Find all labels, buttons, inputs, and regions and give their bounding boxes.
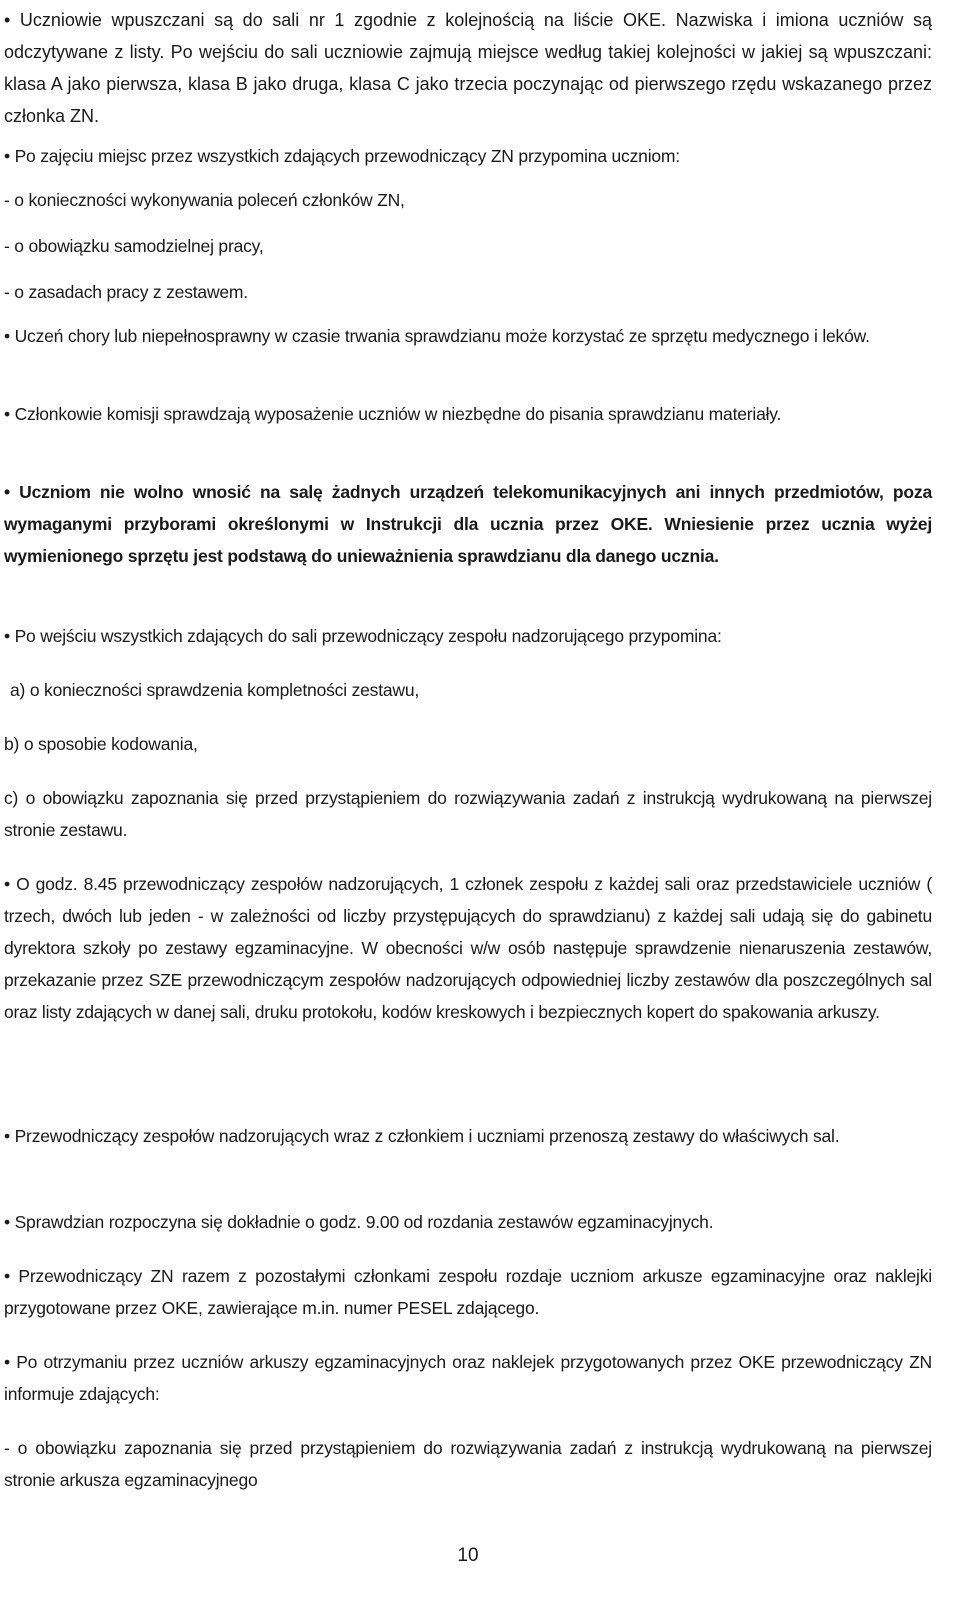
paragraph-chair-reminds-students: • Po zajęciu miejsc przez wszystkich zdających przewodniczący ZN przypomina uczniom: xyxy=(4,146,680,166)
paragraph-start-time: • Sprawdzian rozpoczyna się dokładnie o godz. 9.00 od rozdania zestawów egzaminacyjnych. xyxy=(4,1212,714,1232)
list-item-read-instructions: - o obowiązku zapoznania się przed przystąpieniem do rozwiązywania zadań z instrukcją wydrukowaną na pierwszej stronie arkusza egzaminacyjnego xyxy=(4,1438,932,1490)
list-item-c: c) o obowiązku zapoznania się przed przystąpieniem do rozwiązywania zadań z instrukcją wydrukowaną na pierwszej stronie zestawu. xyxy=(4,788,932,840)
paragraph-prohibited-devices: • Uczniom nie wolno wnosić na salę żadnych urządzeń telekomunikacyjnych ani innych przedmiotów, poza wymaganymi przyborami określonymi w Instrukcji dla ucznia przez OKE. Wniesienie przez ucznia wyżej wymienionego sprzętu jest podstawą do unieważnienia sprawdzianu dla danego ucznia. xyxy=(4,482,932,566)
list-item-working-rules: - o zasadach pracy z zestawem. xyxy=(4,282,248,302)
paragraph-carry-sets: • Przewodniczący zespołów nadzorujących wraz z członkiem i uczniami przenoszą zestawy do właściwych sal. xyxy=(4,1126,840,1146)
paragraph-committee-checks: • Członkowie komisji sprawdzają wyposażenie uczniów w niezbędne do pisania sprawdzianu materiały. xyxy=(4,404,782,424)
list-item-a: a) o konieczności sprawdzenia kompletności zestawu, xyxy=(10,680,420,700)
list-item-b: b) o sposobie kodowania, xyxy=(4,734,198,754)
paragraph-after-receiving-sheets: • Po otrzymaniu przez uczniów arkuszy egzaminacyjnych oraz naklejek przygotowanych przez OKE przewodniczący ZN informuje zdających: xyxy=(4,1352,932,1404)
paragraph-distribute-sheets: • Przewodniczący ZN razem z pozostałymi członkami zespołu rozdaje uczniom arkusze egzaminacyjne oraz naklejki przygotowane przez OKE, zawierające m.in. numer PESEL zdającego. xyxy=(4,1266,932,1318)
list-item-follow-commands: - o konieczności wykonywania poleceń członków ZN, xyxy=(4,190,405,210)
paragraph-chair-reminds-after-entry: • Po wejściu wszystkich zdających do sali przewodniczący zespołu nadzorującego przypomina: xyxy=(4,626,722,646)
list-item-independent-work: - o obowiązku samodzielnej pracy, xyxy=(4,236,264,256)
page-number: 10 xyxy=(457,1545,479,1566)
paragraph-admission-order: • Uczniowie wpuszczani są do sali nr 1 zgodnie z kolejnością na liście OKE. Nazwiska i imiona uczniów są odczytywane z listy. Po wejściu do sali uczniowie zajmują miejsce według takiej kolejności w jakiej są wpuszczani: klasa A jako pierwsza, klasa B jako druga, klasa C jako trzecia poczynając od pierwszego rzędu wskazanego przez członka ZN. xyxy=(4,10,932,126)
paragraph-sick-student: • Uczeń chory lub niepełnosprawny w czasie trwania sprawdzianu może korzystać ze sprzętu medycznego i leków. xyxy=(4,326,870,346)
paragraph-845-meeting: • O godz. 8.45 przewodniczący zespołów nadzorujących, 1 członek zespołu z każdej sali oraz przedstawiciele uczniów ( trzech, dwóch lub jeden - w zależności od liczby przystępujących do sprawdzianu) z każdej sali udają się do gabinetu dyrektora szkoły po zestawy egzaminacyjne. W obecności w/w osób następuje sprawdzenie nienaruszenia zestawów, przekazanie przez SZE przewodniczącym zespołów nadzorujących odpowiedniej liczby zestawów dla poszczególnych sal oraz listy zdających w danej sali, druku protokołu, kodów kreskowych i bezpiecznych kopert do spakowania arkuszy. xyxy=(4,874,932,1022)
